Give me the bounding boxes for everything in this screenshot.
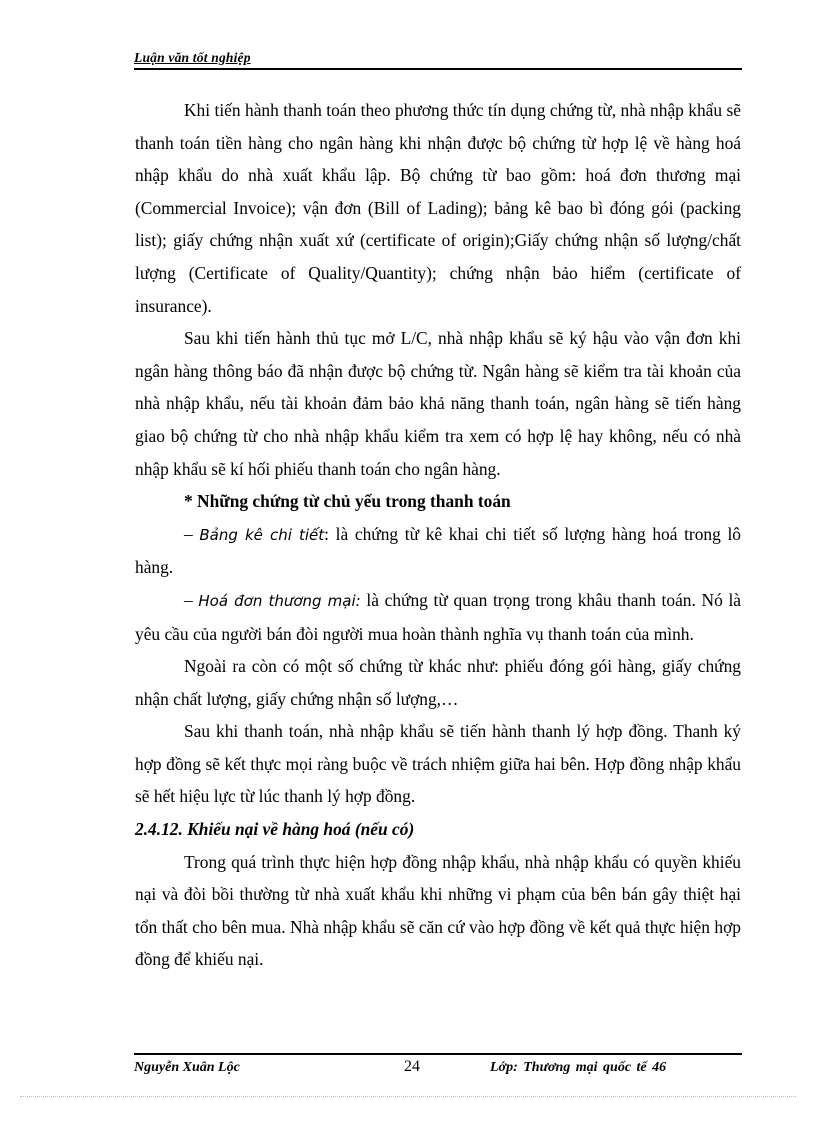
footer-author: Nguyễn Xuân Lộc	[134, 1060, 240, 1075]
paragraph-other-documents: Ngoài ra còn có một số chứng từ khác như: phiếu đóng gói hàng, giấy chứng nhận chất lượng, giấy chứng nhận số lượng,…	[135, 656, 741, 709]
page-number: 24	[404, 1058, 420, 1075]
paragraph-lc-documents: Khi tiến hành thanh toán theo phương thức tín dụng chứng từ, nhà nhập khẩu sẽ thanh toán tiền hàng cho ngân hàng khi nhận được bộ chứng từ hợp lệ về hàng hoá nhập khẩu do nhà xuất khẩu lập. Bộ chứng từ bao gồm: hoá đơn thương mại (Commercial Invoice); vận đơn (Bill of Lading); bảng kê bao bì đóng gói (packing list); giấy chứng nhận xuất xứ (certificate of origin);Giấy chứng nhận số lượng/chất lượng (Certificate of Quality/Quantity); chứng nhận bảo hiểm (certificate of insurance).	[135, 100, 741, 316]
list-item-description: là chứng từ quan trọng trong khâu thanh toán. Nó là yêu cầu của người bán đòi người mua hoàn thành nghĩa vụ thanh toán của mình.	[135, 589, 741, 644]
page-header	[134, 48, 742, 70]
list-item-prefix: –	[184, 589, 199, 610]
footer-class: Lớp: Thương mại quốc tế 46	[490, 1060, 667, 1075]
paragraph-contract-liquidation: Sau khi thanh toán, nhà nhập khẩu sẽ tiến hành thanh lý hợp đồng. Thanh ký hợp đồng sẽ kết thực mọi ràng buộc về trách nhiệm giữa hai bên. Hợp đồng nhập khẩu sẽ hết hiệu lực từ lúc thanh lý hợp đồng.	[135, 721, 741, 807]
document-body	[135, 94, 741, 976]
footer-divider	[134, 1053, 742, 1055]
section-heading-complaints: 2.4.12. Khiếu nại về hàng hoá (nếu có)	[135, 819, 415, 840]
page-bottom-border	[20, 1096, 796, 1097]
term-detailed-list: Bảng kê chi tiết	[199, 525, 325, 544]
header-title: Luận văn tốt nghiệp	[134, 50, 251, 65]
subheading-main-documents: * Những chứng từ chủ yếu trong thanh toán	[184, 491, 511, 512]
paragraph-complaints: Trong quá trình thực hiện hợp đồng nhập khẩu, nhà nhập khẩu có quyền khiếu nại và đòi bồi thường từ nhà xuất khẩu khi những vi phạm của bên bán gây thiệt hại tổn thất cho bên mua. Nhà nhập khẩu sẽ căn cứ vào hợp đồng về kết quả thực hiện hợp đồng để khiếu nại.	[135, 851, 741, 970]
list-item-description: : là chứng từ kê khai chi tiết số lượng hàng hoá trong lô hàng.	[135, 523, 741, 578]
term-commercial-invoice: Hoá đơn thương mại:	[198, 591, 361, 610]
list-item-detailed-list	[135, 518, 741, 584]
paragraph-lc-endorsement: Sau khi tiến hành thủ tục mở L/C, nhà nhập khẩu sẽ ký hậu vào vận đơn khi ngân hàng thông báo đã nhận được bộ chứng từ. Ngân hàng sẽ kiểm tra tài khoản của nhà nhập khẩu, nếu tài khoản đảm bảo khả năng thanh toán, ngân hàng sẽ tiến hàng giao bộ chứng từ cho nhà nhập khẩu kiểm tra xem có hợp lệ hay không, nếu có nhà nhập khẩu sẽ kí hối phiếu thanh toán cho ngân hàng.	[135, 328, 741, 479]
list-item-commercial-invoice	[135, 584, 741, 650]
list-item-prefix: –	[184, 523, 200, 544]
